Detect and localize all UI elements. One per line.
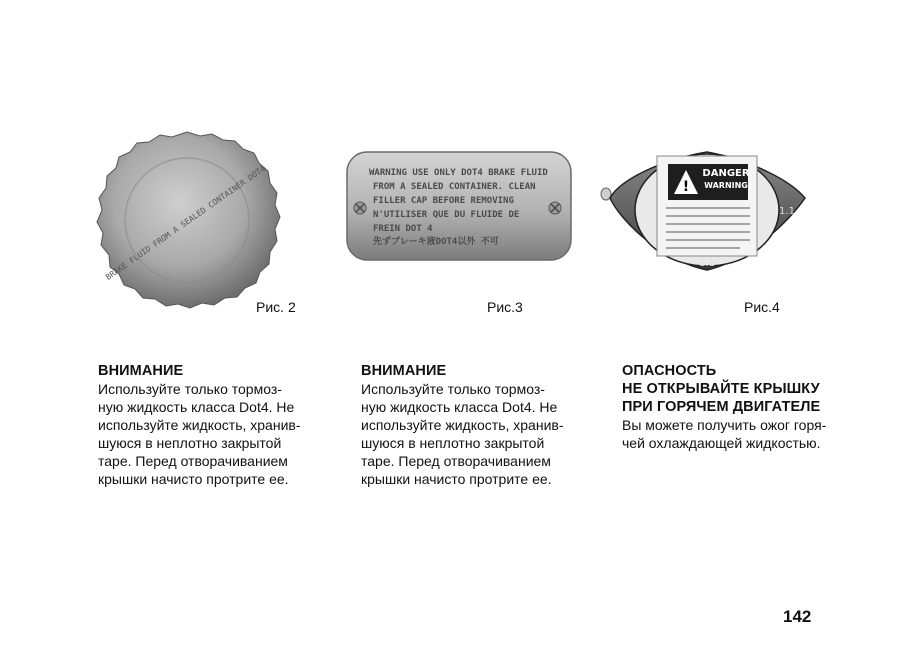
- figure-2-round-brake-cap: [92, 130, 282, 310]
- column-1-body: [98, 380, 303, 488]
- radiator-cap-pressure-rating-side: 1.1: [779, 206, 795, 217]
- figure-3-caption: Рис.3: [487, 299, 523, 315]
- body-line: таре. Перед отворачиванием: [98, 453, 288, 469]
- body-line: шуюся в неплотно закрытой: [98, 435, 282, 451]
- page-number: 142: [783, 607, 812, 626]
- body-line: Используйте только тормоз-: [98, 381, 282, 397]
- rect-cap-text-line-1: WARNING USE ONLY DOT4 BRAKE FLUID: [369, 168, 548, 178]
- body-line: чей охлаждающей жидкостью.: [622, 435, 821, 451]
- rect-brake-cap-image: [343, 148, 575, 266]
- svg-text:!: !: [682, 179, 690, 195]
- body-line: ную жидкость класса Dot4. Не: [361, 399, 558, 415]
- column-1-warning: [98, 362, 303, 488]
- figure-4-caption: Рис.4: [744, 299, 780, 315]
- body-line: используйте жидкость, хранив-: [98, 417, 301, 433]
- rect-cap-text-line-2: FROM A SEALED CONTAINER. CLEAN: [373, 182, 536, 192]
- heading-line: ОПАСНОСТЬ: [622, 363, 717, 379]
- heading-line: ВНИМАНИЕ: [361, 363, 447, 379]
- column-2-heading: [361, 362, 566, 380]
- heading-line: НЕ ОТКРЫВАЙТЕ КРЫШКУ: [622, 381, 820, 397]
- body-line: крышки начисто протрите ее.: [361, 471, 552, 487]
- radiator-cap-image: [600, 140, 815, 280]
- body-line: Вы можете получить ожог горя-: [622, 417, 827, 433]
- column-2-body: [361, 380, 566, 488]
- body-line: Используйте только тормоз-: [361, 381, 545, 397]
- body-line: крышки начисто протрите ее.: [98, 471, 289, 487]
- rect-cap-text-line-3: FILLER CAP BEFORE REMOVING: [373, 196, 514, 206]
- rect-cap-text-line-5: FREIN DOT 4: [373, 224, 433, 234]
- body-line: таре. Перед отворачиванием: [361, 453, 551, 469]
- body-line: ную жидкость класса Dot4. Не: [98, 399, 295, 415]
- rect-cap-text-line-4: N'UTILISER QUE DU FLUIDE DE: [373, 210, 520, 220]
- column-1-heading: [98, 362, 303, 380]
- round-cap-embossed-text: BRAKE FLUID FROM A SEALED CONTAINER DOT4: [104, 164, 268, 282]
- figure-4-radiator-cap: [600, 140, 815, 280]
- radiator-cap-warning-text: WARNING: [704, 181, 748, 190]
- column-3-heading: [622, 362, 832, 416]
- column-3-body: [622, 416, 832, 452]
- radiator-cap-danger-text: DANGER: [702, 168, 750, 179]
- figure-2-caption: Рис. 2: [256, 299, 296, 315]
- figure-3-rect-brake-cap: [343, 148, 575, 266]
- radiator-cap-pressure-rating: 1.1: [699, 258, 715, 269]
- heading-line: ВНИМАНИЕ: [98, 363, 184, 379]
- heading-line: ПРИ ГОРЯЧЕМ ДВИГАТЕЛЕ: [622, 399, 821, 415]
- column-2-warning: [361, 362, 566, 488]
- body-line: используйте жидкость, хранив-: [361, 417, 564, 433]
- rect-cap-text-line-6: 先ずブレーキ液DOT4以外 不可: [373, 237, 499, 247]
- column-3-danger: [622, 362, 832, 452]
- round-brake-cap-image: [92, 130, 282, 310]
- body-line: шуюся в неплотно закрытой: [361, 435, 545, 451]
